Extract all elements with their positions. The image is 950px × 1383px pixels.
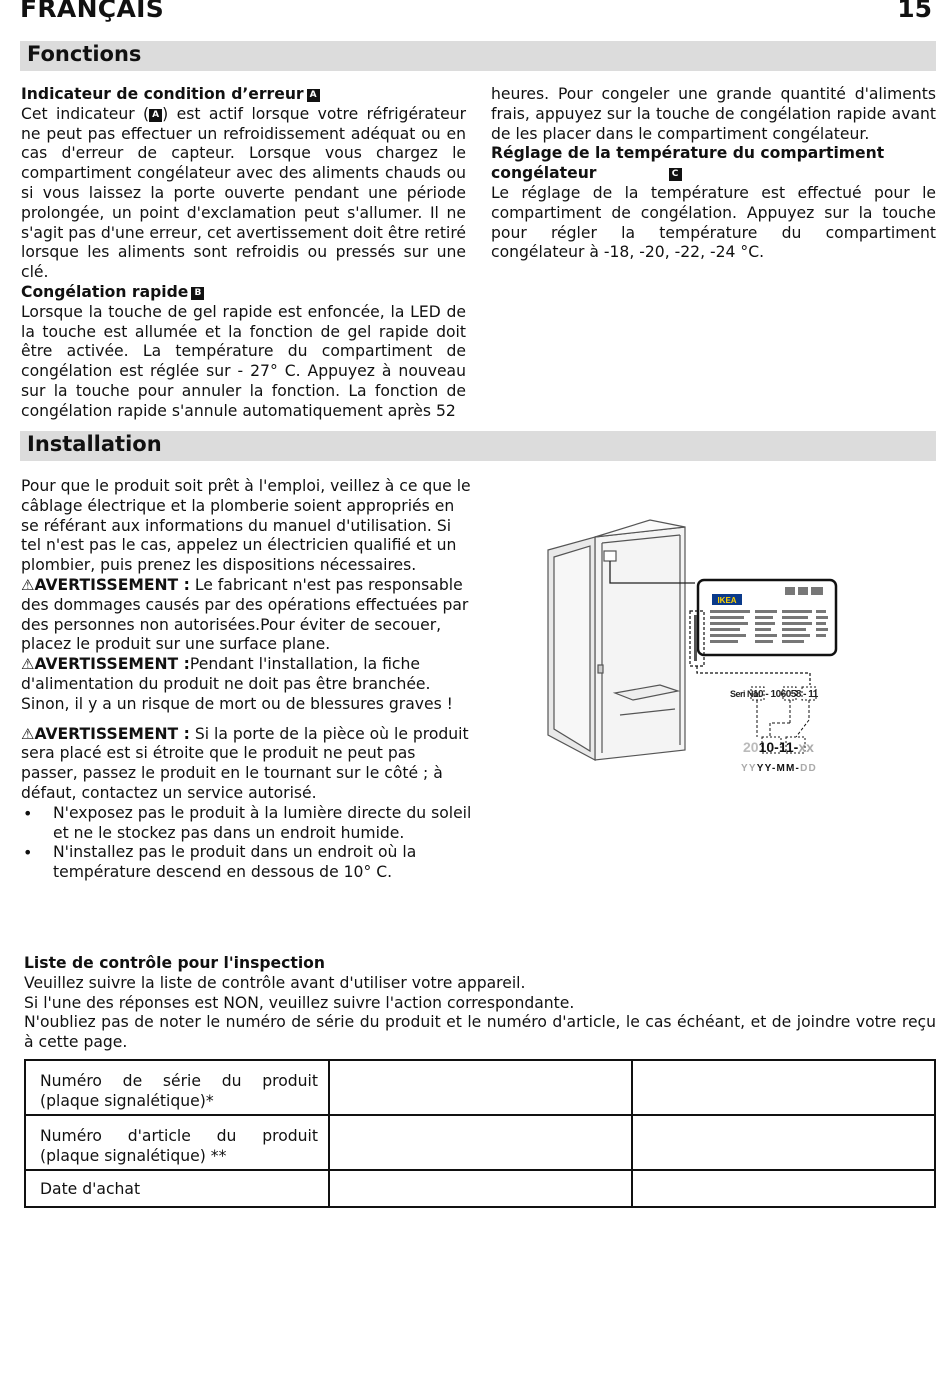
serial-number-entry-cell[interactable] <box>329 1060 632 1115</box>
table-row <box>25 1060 935 1115</box>
page-language-title: FRANÇAIS <box>20 0 165 23</box>
section-title-installation: Installation <box>27 432 162 456</box>
error-indicator-heading: Indicateur de condition d’erreur A <box>21 85 466 105</box>
section-bar-installation <box>20 431 936 461</box>
date-day: xx <box>798 739 814 755</box>
purchase-date-label: Date d'achat <box>40 1180 141 1198</box>
badge-b: B <box>191 287 204 300</box>
inspection-table <box>24 1059 936 1208</box>
serial-number: 10 - 106058 - 11 <box>753 689 818 700</box>
bullet-item: • N'installez pas le produit dans un endroit où la température descend en dessous de 10° C. <box>21 843 473 883</box>
date-format-main: YY-MM- <box>756 763 801 774</box>
svg-text:2010-11-xx: 2010-11-xx <box>743 739 814 755</box>
article-number-entry-cell[interactable] <box>329 1115 632 1170</box>
section-title-fonctions: Fonctions <box>27 42 142 66</box>
fonctions-right-column <box>491 85 936 263</box>
section-bar-fonctions <box>20 41 936 71</box>
fast-freeze-text: Lorsque la touche de gel rapide est enfoncée, la LED de la touche est allumée et la fonction de gel rapide doit être activée. La température du compartiment de congélation est réglée sur - 27° C. Appuyez à nouveau sur la touche pour annuler la fonction. La fonction de congélation rapide s'annule automatiquement après 52 <box>21 302 466 420</box>
fonctions-left-column <box>21 85 466 422</box>
purchase-date-notes-cell[interactable] <box>632 1170 935 1207</box>
article-number-notes-cell[interactable] <box>632 1115 935 1170</box>
checklist-line: Si l'une des réponses est NON, veuillez suivre l'action correspondante. <box>24 993 575 1012</box>
warning-2: ⚠AVERTISSEMENT :Pendant l'installation, la fiche d'alimentation du produit ne doit pas être branchée. Sinon, il y a un risque de mort ou de blessures graves ! <box>21 655 453 713</box>
freezer-temp-heading: Réglage de la température du compartiment congélateur C <box>491 144 885 183</box>
badge-a-inline: A <box>149 109 162 122</box>
checklist-intro <box>24 954 936 1053</box>
error-indicator-text: Cet indicateur ( A ) est actif lorsque votre réfrigérateur ne peut pas effectuer un refroidissement adéquat ou en cas d'erreur de capteur. Lorsque vous chargez le compartiment congélateur avec des aliments chauds ou si vous laissez la porte ouverte pendant une période prolongée, un point d'exclamation peut s'allumer. Il ne s'agit pas d'une erreur, cet avertissement doit être retiré lorsque les aliments sont refroidis ou pressés sur une clé. <box>21 104 467 282</box>
date-year: 10 <box>758 739 775 755</box>
page-number: 15 <box>897 0 932 23</box>
table-row <box>25 1170 935 1207</box>
warning-icon: ⚠ <box>21 575 35 594</box>
date-format-yy: YY <box>741 763 757 774</box>
warning-icon: ⚠ <box>21 724 35 743</box>
installation-intro: Pour que le produit soit prêt à l'emploi, veillez à ce que le câblage électrique et la plomberie soient appropriés en se référant aux informations du manuel d'utilisation. Si tel n'est pas le cas, appelez un électricien qualifié et un plombier, puis prenez les dispositions nécessaires. <box>21 477 471 575</box>
warning-1: ⚠AVERTISSEMENT : Le fabricant n'est pas responsable des dommages causés par des opérations effectuées par des personnes non autorisées.Pour éviter de secouer, placez le produit sur une surface plane. <box>21 575 469 654</box>
checklist-line: N'oubliez pas de noter le numéro de série du produit et le numéro d'article, le cas échéant, et de joindre votre reçu à cette page. <box>24 1013 936 1052</box>
svg-text:YYYY-MM-DD <box>741 763 817 774</box>
badge-c: C <box>669 168 682 181</box>
brand-label: IKEA <box>717 596 737 605</box>
badge-a: A <box>307 89 320 102</box>
purchase-date-entry-cell[interactable] <box>329 1170 632 1207</box>
date-format-dd: DD <box>800 763 817 774</box>
table-row <box>25 1115 935 1170</box>
warning-icon: ⚠ <box>21 655 35 674</box>
fast-freeze-text-continued: heures. Pour congeler une grande quantité d'aliments frais, appuyez sur la touche de congélation rapide avant de les placer dans le compartiment congélateur. <box>491 85 936 143</box>
freezer-temp-text: Le réglage de la température est effectué pour le compartiment de congélation. Appuyez sur la touche pour régler la température du compartiment congélateur à -18, -20, -22, -24 °C. <box>491 183 936 262</box>
checklist-line: Veuillez suivre la liste de contrôle avant d'utiliser votre appareil. <box>24 973 526 992</box>
serial-number-notes-cell[interactable] <box>632 1060 935 1115</box>
date-year-prefix: 20 <box>743 739 759 755</box>
serial-number-label: Numéro de série du produit (plaque signalétique)* <box>40 1072 318 1110</box>
checklist-heading: Liste de contrôle pour l'inspection <box>24 954 325 972</box>
date-month: 11 <box>778 739 794 755</box>
bullet-item: • N'exposez pas le produit à la lumière directe du soleil et ne le stockez pas dans un endroit humide. <box>21 804 473 844</box>
fast-freeze-heading: Congélation rapide B <box>21 283 466 303</box>
fridge-rating-plate-illustration <box>540 515 870 780</box>
warning-3: ⚠AVERTISSEMENT : Si la porte de la pièce où le produit sera placé est si étroite que le produit ne peut pas passer, passez le produit en le tournant sur le côté ; à défaut, contactez un service autorisé. <box>21 724 469 802</box>
serial-label: Seri No: <box>730 689 761 699</box>
article-number-label: Numéro d'article du produit (plaque signalétique) ** <box>40 1127 318 1165</box>
installation-column <box>21 477 473 883</box>
